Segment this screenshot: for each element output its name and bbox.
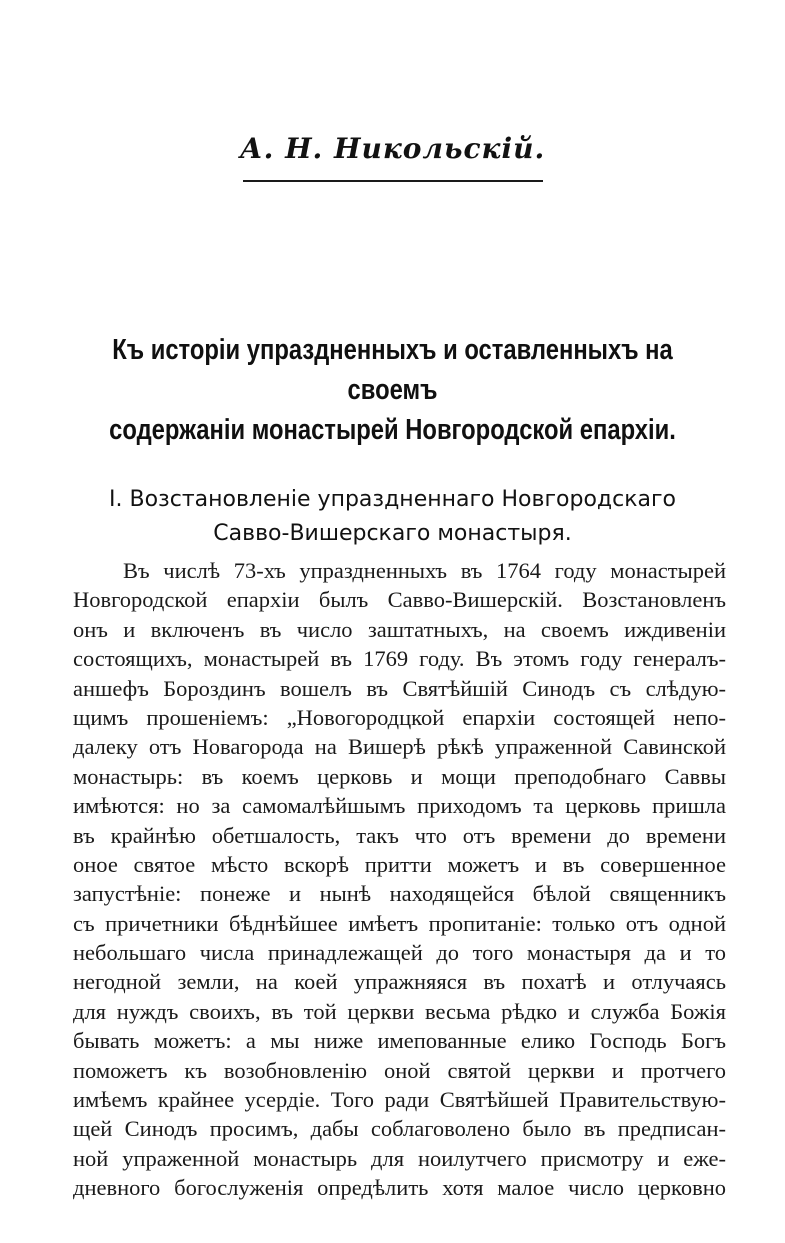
body-line: онъ и включенъ въ число заштатныхъ, на своемъ иждивеніи bbox=[73, 616, 726, 642]
section-heading bbox=[40, 483, 745, 551]
author-name: А. Н. Никольскій. bbox=[239, 132, 546, 165]
body-line: запустѣніе: понеже и нынѣ находящейся бѣлой священникъ bbox=[73, 881, 726, 907]
body-line: имѣемъ крайнее усердіе. Того ради Святѣйшей Правительствую- bbox=[73, 1087, 726, 1113]
body-line: поможетъ къ возобновленію оной святой церкви и протчего bbox=[73, 1057, 726, 1083]
title-line-1: Къ исторіи упраздненныхъ и оставленныхъ на своемъ bbox=[112, 334, 673, 406]
body-line: оное святое мѣсто вскорѣ притти можетъ и въ совершенное bbox=[73, 851, 726, 877]
body-line: въ крайнѣю обетшалость, такъ что отъ времени до времени bbox=[73, 822, 726, 848]
body-line: щей Синодъ просимъ, дабы соблаговолено было въ предписан- bbox=[73, 1116, 726, 1142]
body-line: Новгородской епархіи былъ Савво-Вишерскій. Возстановленъ bbox=[73, 587, 726, 613]
body-line: бывать можетъ: а мы ниже имепованные елико Господь Богъ bbox=[73, 1028, 726, 1054]
section-heading-line-1: I. Возстановленіе упраздненнаго Новгородскаго bbox=[109, 487, 676, 512]
author-underline bbox=[243, 180, 543, 182]
body-line: щимъ прошеніемъ: „Новогородцкой епархіи состоящей непо- bbox=[73, 704, 726, 730]
body-line: для нуждъ своихъ, въ той церкви весьма рѣдко и служба Божія bbox=[73, 998, 726, 1024]
body-line: имѣются: но за самомалѣйшымъ приходомъ та церковь пришла bbox=[73, 793, 726, 819]
body-line: далеку отъ Новагорода на Вишерѣ рѣкѣ упраженной Савинской bbox=[73, 734, 726, 760]
body-line: аншефъ Бороздинъ вошелъ въ Святѣйшій Синодъ съ слѣдую- bbox=[73, 675, 726, 701]
article-title bbox=[103, 330, 681, 450]
body-line: небольшаго числа принадлежащей до того монастыря да и то bbox=[73, 940, 726, 966]
body-line: дневного богослуженія опредѣлить хотя малое число церковно bbox=[73, 1175, 726, 1201]
body-line: негодной земли, на коей упражняяся въ похатѣ и отлучаясь bbox=[73, 969, 726, 995]
body-text bbox=[73, 556, 726, 1203]
body-line: съ причетники бѣднѣйшее имѣетъ пропитаніе: только отъ одной bbox=[73, 910, 726, 936]
title-line-2: содержаніи монастырей Новгородской епархіи. bbox=[109, 414, 676, 446]
section-heading-line-2: Савво-Вишерскаго монастыря. bbox=[213, 521, 572, 546]
body-line: состоящихъ, монастырей въ 1769 году. Въ этомъ году генералъ- bbox=[73, 646, 726, 672]
body-line: монастырь: въ коемъ церковь и мощи преподобнаго Саввы bbox=[73, 763, 726, 789]
body-line: ной упраженной монастырь для ноилутчего присмотру и еже- bbox=[73, 1145, 726, 1171]
body-line: Въ числѣ 73-хъ упраздненныхъ въ 1764 году монастырей bbox=[123, 558, 726, 583]
